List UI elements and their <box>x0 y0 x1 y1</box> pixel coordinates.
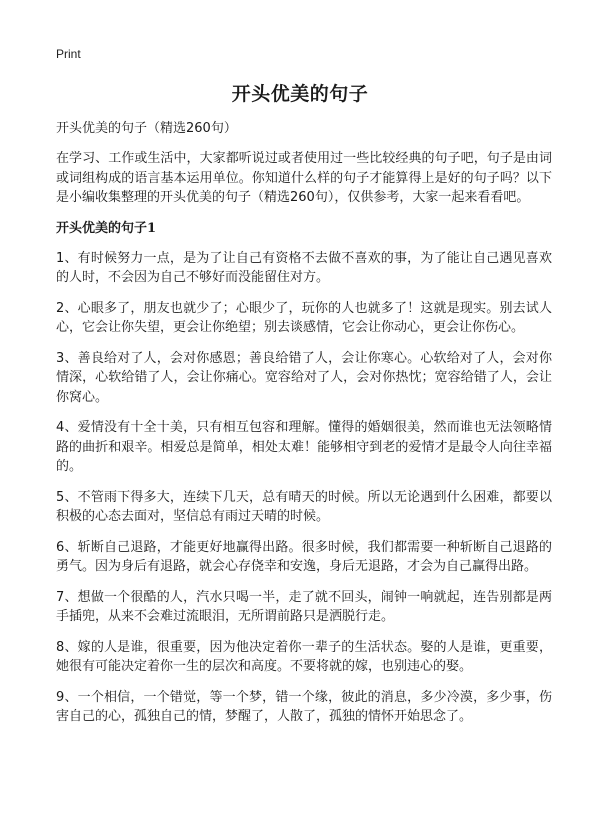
article-body <box>56 119 552 738</box>
page-title: 开头优美的句子 <box>231 83 369 105</box>
list-item: 4、爱情没有十全十美，只有相互包容和理解。懂得的婚姻很美，然而谁也无法领略情路的曲折和艰辛。相爱总是简单，相处太难！能够相守到老的爱情才是最令人向往幸福的。 <box>56 420 552 474</box>
list-item: 9、一个相信，一个错觉，等一个梦，错一个缘，彼此的消息，多少冷漠，多少事，伤害自己的心，孤独自己的情，梦醒了，人散了，孤独的情怀开始思念了。 <box>56 689 552 724</box>
list-item: 5、不管雨下得多大，连续下几天，总有晴天的时候。所以无论遇到什么困难，都要以积极的心态去面对，坚信总有雨过天晴的时候。 <box>56 489 552 524</box>
intro-paragraph: 在学习、工作或生活中，大家都听说过或者使用过一些比较经典的句子吧，句子是由词或词组构成的语言基本运用单位。你知道什么样的句子才能算得上是好的句子吗？以下是小编收集整理的开头优美的句子（精选260句），仅供参考，大家一起来看看吧。 <box>56 151 552 205</box>
list-item: 3、善良给对了人，会对你感恩；善良给错了人，会让你寒心。心软给对了人，会对你情深，心软给错了人，会让你痛心。宽容给对了人，会对你热忱；宽容给错了人，会让你窝心。 <box>56 350 552 405</box>
article-subtitle: 开头优美的句子（精选260句） <box>56 121 237 136</box>
list-item: 1、有时候努力一点，是为了让自己有资格不去做不喜欢的事，为了能让自己遇见喜欢的人时，不会因为自己不够好而没能留住对方。 <box>56 250 552 285</box>
list-item: 7、想做一个很酷的人，汽水只喝一半，走了就不回头，闹钟一响就起，连告别都是两手插兜，从来不会难过流眼泪，无所谓前路只是洒脱行走。 <box>56 589 552 624</box>
list-item: 2、心眼多了，朋友也就少了；心眼少了，玩你的人也就多了！这就是现实。别去试人心，它会让你失望，更会让你绝望；别去谈感情，它会让你动心，更会让你伤心。 <box>56 300 552 335</box>
list-item: 6、斩断自己退路，才能更好地赢得出路。很多时候，我们都需要一种斩断自己退路的勇气。因为身后有退路，就会心存侥幸和安逸，身后无退路，才会为自己赢得出路。 <box>56 539 552 574</box>
section-heading: 开头优美的句子1 <box>56 220 157 236</box>
print-link[interactable]: Print <box>56 47 81 61</box>
list-item: 8、嫁的人是谁，很重要，因为他决定着你一辈子的生活状态。娶的人是谁，更重要，她很有可能决定着你一生的层次和高度。不要将就的嫁，也别违心的娶。 <box>56 639 552 674</box>
